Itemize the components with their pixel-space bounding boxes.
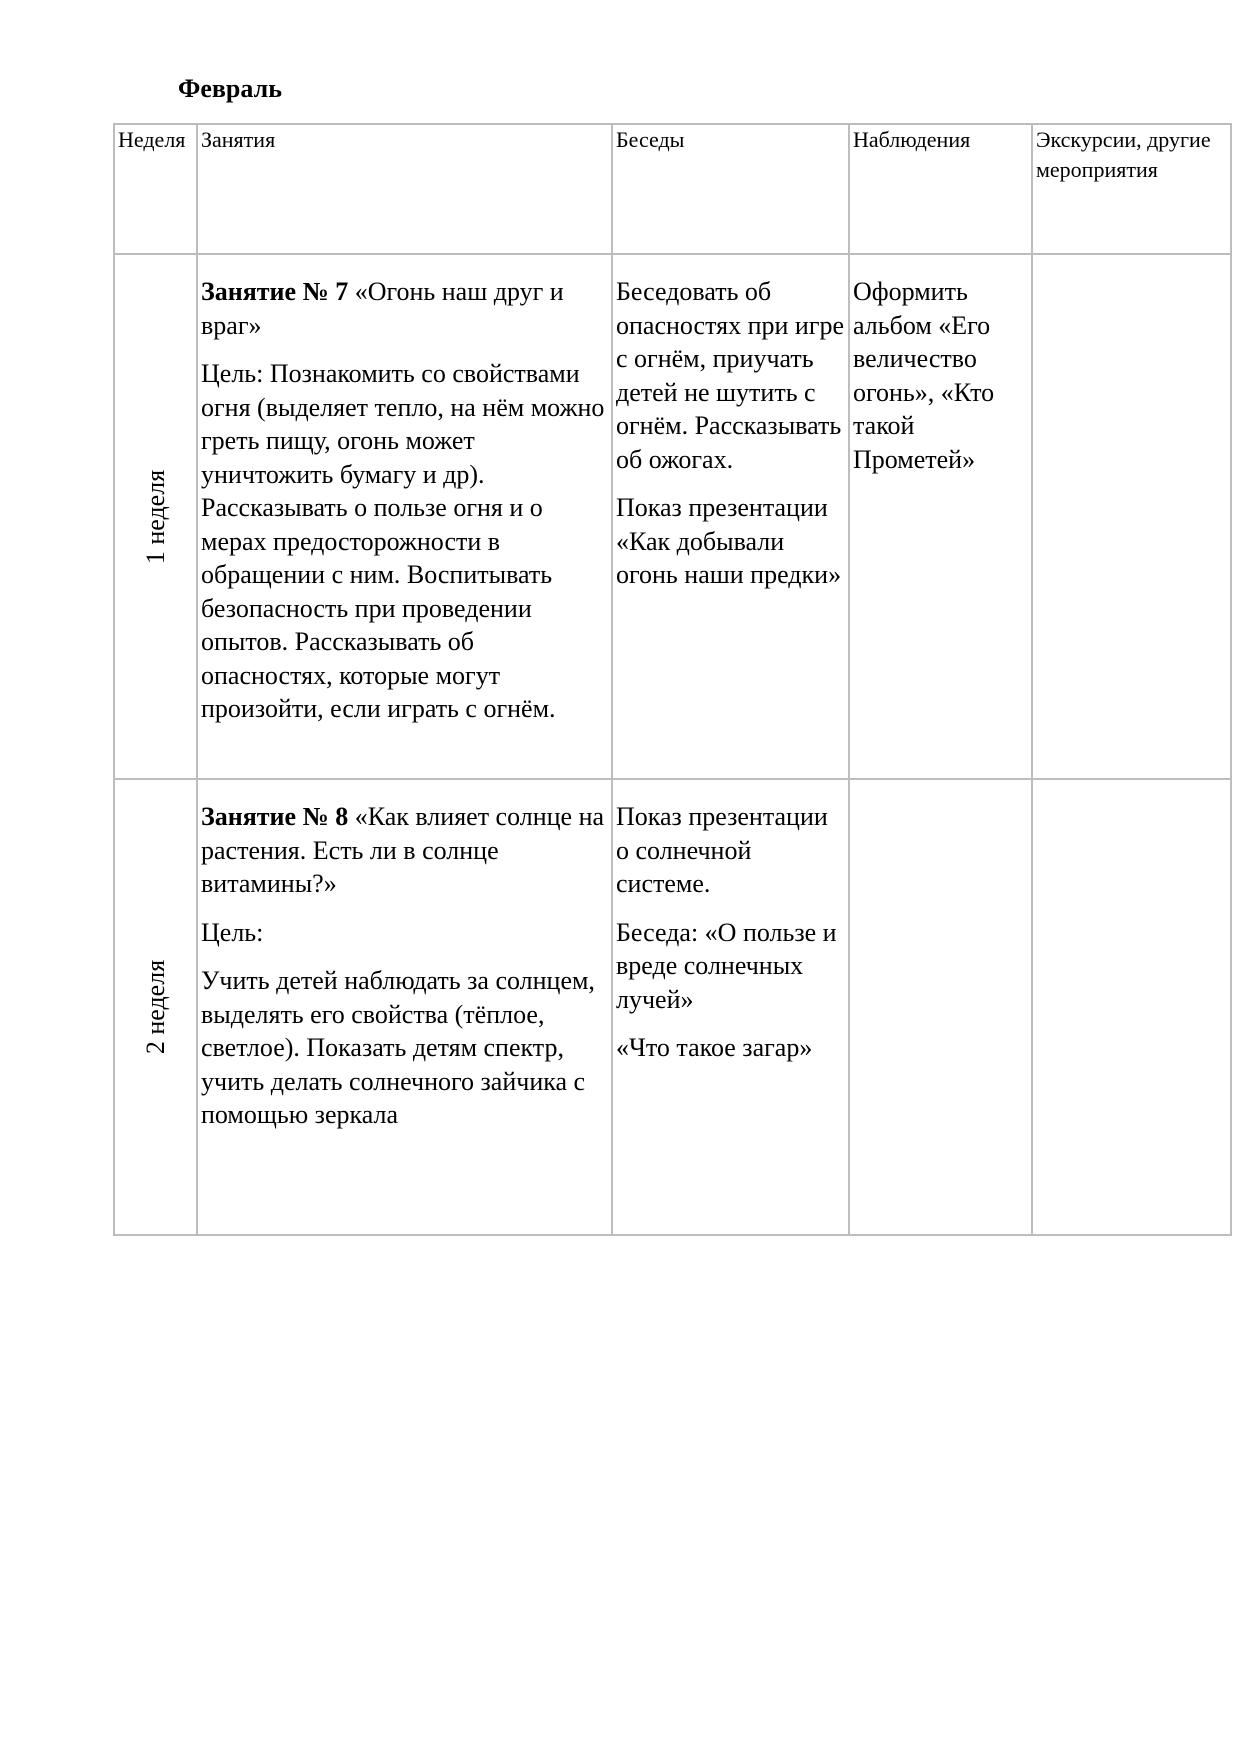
week-cell [114,779,197,1235]
header-week: Неделя [114,124,197,254]
excursions-cell [1032,779,1231,1235]
lesson-cell [197,254,612,779]
lesson-number: Занятие № 8 [201,802,349,831]
talk-item: Показ презентации «Как добывали огонь наши предки» [616,493,842,589]
talks-cell [612,779,849,1235]
lesson-number: Занятие № 7 [201,277,349,306]
header-talks: Беседы [612,124,849,254]
table-row [114,254,1231,779]
observations-cell [849,779,1032,1235]
lesson-goal: Учить детей наблюдать за солнцем, выделять его свойства (тёплое, светлое). Показать детям спектр, учить делать солнечного зайчика с помощью зеркала [201,966,595,1129]
talk-item: Беседа: «О пользе и вреде солнечных лучей» [616,917,837,1014]
lesson-goal-label: Цель: [201,917,264,947]
talk-item: «Что такое загар» [616,1033,813,1062]
header-lessons: Занятия [197,124,612,254]
header-observations: Наблюдения [849,124,1032,254]
lesson-goal: Цель: Познакомить со свойствами огня (выделяет тепло, на нём можно греть пищу, огонь может уничтожить бумагу и др). Рассказывать о пользе огня и о мерах предосторожности в обращении с ним. Воспитывать безопасность при проведении опытов. Рассказывать об опасностях, которые могут произойти, если играть с огнём. [201,359,605,723]
talk-item: Беседовать об опасностях при игре с огнём, приучать детей не шутить с огнём. Рассказывать об ожогах. [616,277,845,474]
observation-text: Оформить альбом «Его величество огонь», «Кто такой Прометей» [853,277,995,474]
week-label: 1 неделя [140,469,170,564]
table-header-row [114,124,1231,254]
header-excursions: Экскурсии, другие мероприятия [1032,124,1231,254]
talk-item: Показ презентации о солнечной системе. [616,802,828,898]
table-row [114,779,1231,1235]
lesson-title: «Огонь наш друг и враг» [201,277,564,340]
observations-cell [849,254,1032,779]
page-title: Февраль [178,74,282,103]
excursions-cell [1032,254,1231,779]
plan-table [113,123,1232,1236]
lesson-cell [197,779,612,1235]
lesson-title: «Как влияет солнце на растения. Есть ли в солнце витамины?» [201,802,605,898]
talks-cell [612,254,849,779]
week-label: 2 неделя [140,959,170,1055]
week-cell [114,254,197,779]
